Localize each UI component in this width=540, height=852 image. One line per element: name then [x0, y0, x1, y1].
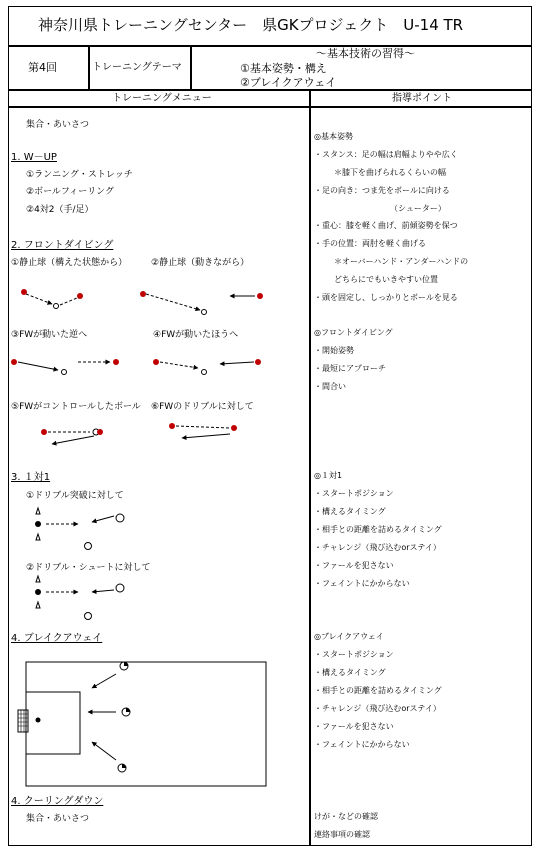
point-1v1-line-3: ・相手との距離を詰めるタイミング — [314, 525, 442, 534]
diagram-dive-3 — [11, 359, 119, 375]
player-marker — [97, 429, 103, 435]
diagram-dive-4 — [153, 359, 261, 375]
player-marker — [257, 293, 263, 299]
player-marker — [11, 359, 17, 365]
point-1v1-line-1: ・スタートポジション — [314, 489, 394, 498]
player-marker — [77, 293, 83, 299]
goalkeeper-marker — [35, 521, 41, 527]
point-basic-line-5: ・重心：膝を軽く曲げ、前傾姿勢を保つ — [314, 221, 458, 230]
forward-marker — [116, 584, 124, 592]
warmup-item-3: ②4対2（手/足） — [26, 205, 94, 215]
diagram-dive-6 — [169, 423, 237, 438]
point-breakaway-title: ◎ブレイクアウェイ — [314, 632, 384, 641]
point-dive-line-2: ・最短にアプローチ — [314, 364, 386, 373]
diagram-dive-2 — [140, 291, 263, 315]
point-basic-line-7: ＊オーバーハンド・アンダーハンドの — [334, 257, 469, 266]
point-closing-1: けが・などの確認 — [314, 812, 378, 821]
point-dive-line-3: ・間合い — [314, 382, 346, 391]
section-cooldown-title: 4. クーリングダウン — [11, 796, 104, 807]
player-marker — [140, 291, 146, 297]
point-1v1-line-2: ・構えるタイミング — [314, 507, 386, 516]
theme-heading: ～基本技術の習得～ — [316, 47, 415, 60]
dive-item-2: ②静止球（動きながら） — [151, 258, 250, 268]
point-basic-line-3: ・足の向き：つま先をボールに向ける — [314, 186, 450, 195]
point-dive-line-1: ・開始姿勢 — [314, 346, 354, 355]
pitch-outline — [26, 662, 266, 786]
section-breakaway-title: 4. ブレイクアウェイ — [11, 633, 103, 644]
point-breakaway-line-1: ・スタートポジション — [314, 650, 394, 659]
point-basic-line-9: ・頭を固定し、しっかりとボールを見る — [314, 293, 458, 302]
forward-marker — [116, 514, 124, 522]
point-basic-line-8: どちらにでもいきやすい位置 — [334, 275, 438, 284]
point-1v1-line-6: ・フェイントにかからない — [314, 579, 410, 588]
diagram-1v1-2 — [35, 576, 124, 620]
theme-item-1: ①基本姿勢・構え — [240, 62, 327, 75]
1v1-item-2: ②ドリブル・シュートに対して — [26, 563, 151, 573]
point-breakaway-line-2: ・構えるタイミング — [314, 668, 386, 677]
point-basic-line-6: ・手の位置：両肘を軽く曲げる — [314, 239, 426, 248]
player-marker — [153, 359, 159, 365]
point-1v1-line-4: ・チャレンジ（飛び込むorステイ） — [314, 543, 441, 552]
point-closing-2: 連絡事項の確認 — [314, 830, 370, 839]
point-1v1-line-5: ・ファールを犯さない — [314, 561, 394, 570]
point-1v1-title: ◎１対1 — [314, 471, 343, 480]
diagram-1v1-1 — [35, 508, 124, 550]
ball-icon — [85, 613, 92, 620]
theme-item-2: ②ブレイクアウェイ — [240, 76, 337, 89]
diagram-dive-5 — [41, 429, 103, 444]
ball-icon — [85, 543, 92, 550]
player-marker — [255, 359, 261, 365]
player-marker — [113, 359, 119, 365]
forward-marker — [122, 708, 130, 716]
goalkeeper-marker — [35, 589, 41, 595]
session-number: 第4回 — [28, 61, 57, 74]
column-header-points: 指導ポイント — [392, 93, 452, 104]
forward-marker — [118, 764, 126, 772]
point-dive-title: ◎フロントダイビング — [314, 328, 393, 337]
player-marker — [41, 429, 47, 435]
point-breakaway-line-4: ・チャレンジ（飛び込むorステイ） — [314, 704, 441, 713]
ball-icon — [202, 370, 207, 375]
goalkeeper-marker — [36, 718, 41, 723]
column-header-menu: トレーニングメニュー — [112, 93, 212, 104]
page-title: 神奈川県トレーニングセンター 県GKプロジェクト U-14 TR — [38, 16, 464, 34]
opening-item: 集合・あいさつ — [26, 120, 90, 130]
forward-marker — [120, 662, 128, 670]
point-breakaway-line-5: ・ファールを犯さない — [314, 722, 394, 731]
section-1v1-title: 3. １対1 — [11, 472, 51, 483]
warmup-item-1: ①ランニング・ストレッチ — [26, 170, 133, 180]
theme-label: トレーニングテーマ — [92, 62, 182, 73]
ball-icon — [54, 304, 59, 309]
dive-item-3: ③FWが動いた逆へ — [11, 330, 88, 340]
point-basic-line-4: （シューター） — [390, 204, 446, 213]
player-marker — [169, 423, 175, 429]
point-breakaway-line-6: ・フェイントにかからない — [314, 740, 410, 749]
diagram-breakaway — [18, 662, 266, 786]
dive-item-5: ⑤FWがコントロールしたボール — [11, 402, 141, 412]
cooldown-item: 集合・あいさつ — [26, 814, 90, 824]
1v1-item-1: ①ドリブル突破に対して — [26, 491, 124, 501]
point-basic-line-2: ＊膝下を曲げられるくらいの幅 — [334, 168, 446, 177]
warmup-item-2: ②ボールフィーリング — [26, 187, 114, 197]
ball-icon — [62, 370, 67, 375]
ball-icon — [202, 310, 207, 315]
dive-item-6: ⑥FWのドリブルに対して — [151, 402, 254, 412]
section-warmup-title: 1. W－UP — [11, 152, 57, 163]
point-basic-title: ◎基本姿勢 — [314, 132, 353, 141]
section-dive-title: 2. フロントダイビング — [11, 240, 114, 251]
point-breakaway-line-3: ・相手との距離を詰めるタイミング — [314, 686, 442, 695]
penalty-area — [26, 692, 80, 754]
diagram-dive-1 — [21, 289, 83, 309]
dive-item-4: ④FWが動いたほうへ — [153, 330, 239, 340]
dive-item-1: ①静止球（構えた状態から） — [11, 258, 128, 268]
column-divider — [309, 90, 311, 846]
point-basic-line-1: ・スタンス：足の幅は肩幅よりやや広く — [314, 150, 458, 159]
player-marker — [231, 425, 237, 431]
